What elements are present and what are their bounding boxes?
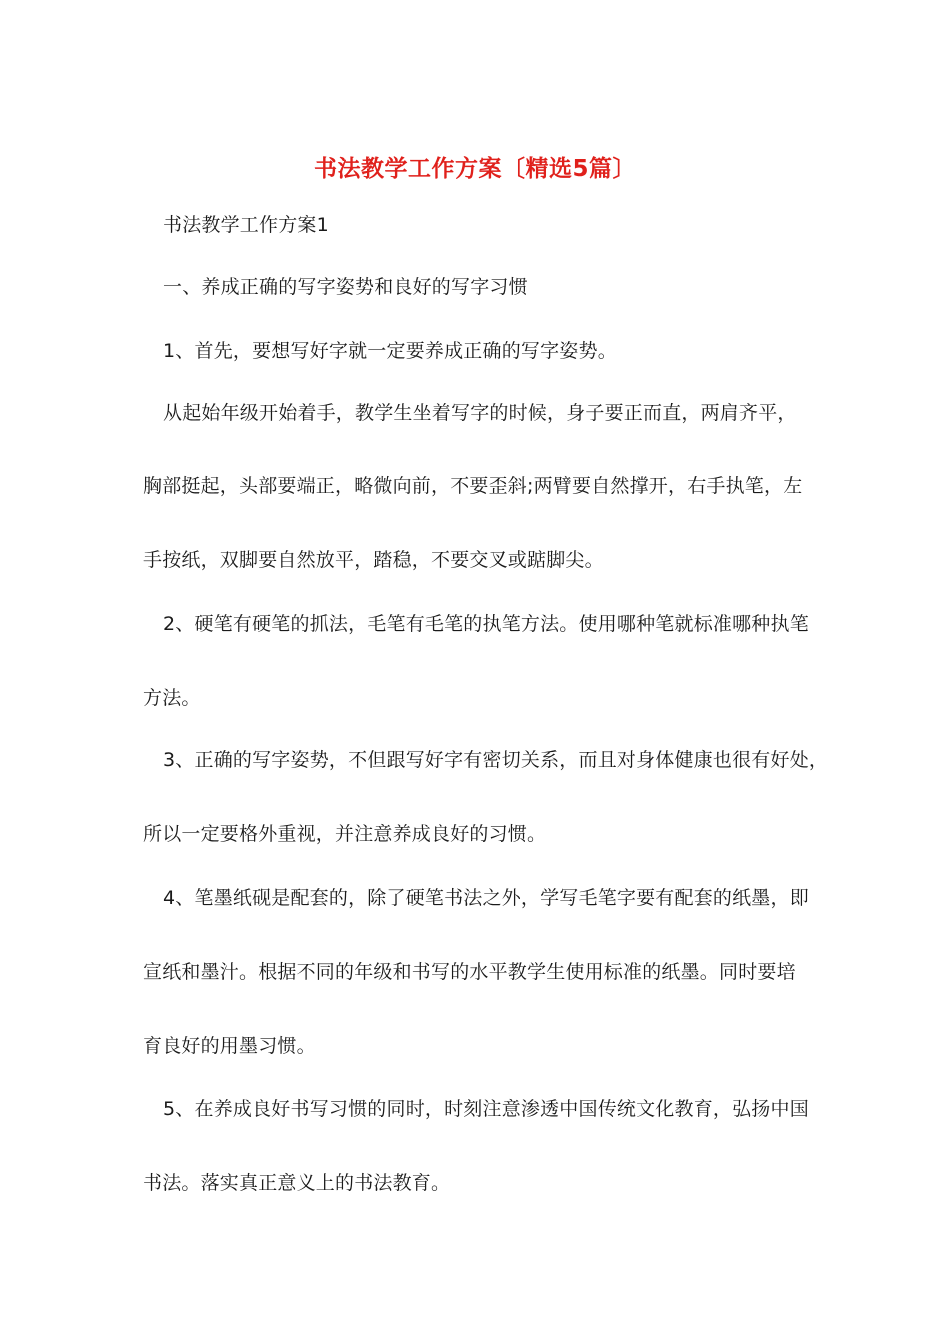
paragraph-line: 1、首先，要想写好字就一定要养成正确的写字姿势。 <box>163 340 617 362</box>
paragraph-line: 手按纸，双脚要自然放平，踏稳，不要交叉或踮脚尖。 <box>143 549 604 571</box>
paragraph-line: 胸部挺起，头部要端正，略微向前，不要歪斜;两臂要自然撑开，右手执笔，左 <box>143 475 803 497</box>
document-title: 书法教学工作方案〔精选5篇〕 <box>313 156 636 182</box>
paragraph-line: 书法。落实真正意义上的书法教育。 <box>143 1172 451 1194</box>
paragraph-line: 5、在养成良好书写习惯的同时，时刻注意渗透中国传统文化教育，弘扬中国 <box>163 1098 809 1120</box>
paragraph-line: 2、硬笔有硬笔的抓法，毛笔有毛笔的执笔方法。使用哪种笔就标准哪种执笔 <box>163 613 809 635</box>
paragraph-line: 一、养成正确的写字姿势和良好的写字习惯 <box>163 276 528 298</box>
section-heading: 书法教学工作方案1 <box>163 214 329 236</box>
paragraph-line: 方法。 <box>143 687 201 709</box>
paragraph-line: 育良好的用墨习惯。 <box>143 1035 316 1057</box>
paragraph-line: 所以一定要格外重视，并注意养成良好的习惯。 <box>143 823 547 845</box>
paragraph-line: 3、正确的写字姿势，不但跟写好字有密切关系，而且对身体健康也很有好处， <box>163 749 829 771</box>
paragraph-line: 4、笔墨纸砚是配套的，除了硬笔书法之外，学写毛笔字要有配套的纸墨，即 <box>163 887 809 909</box>
paragraph-line: 宣纸和墨汁。根据不同的年级和书写的水平教学生使用标准的纸墨。同时要培 <box>143 961 796 983</box>
paragraph-line: 从起始年级开始着手，教学生坐着写字的时候，身子要正而直，两肩齐平， <box>163 402 797 424</box>
